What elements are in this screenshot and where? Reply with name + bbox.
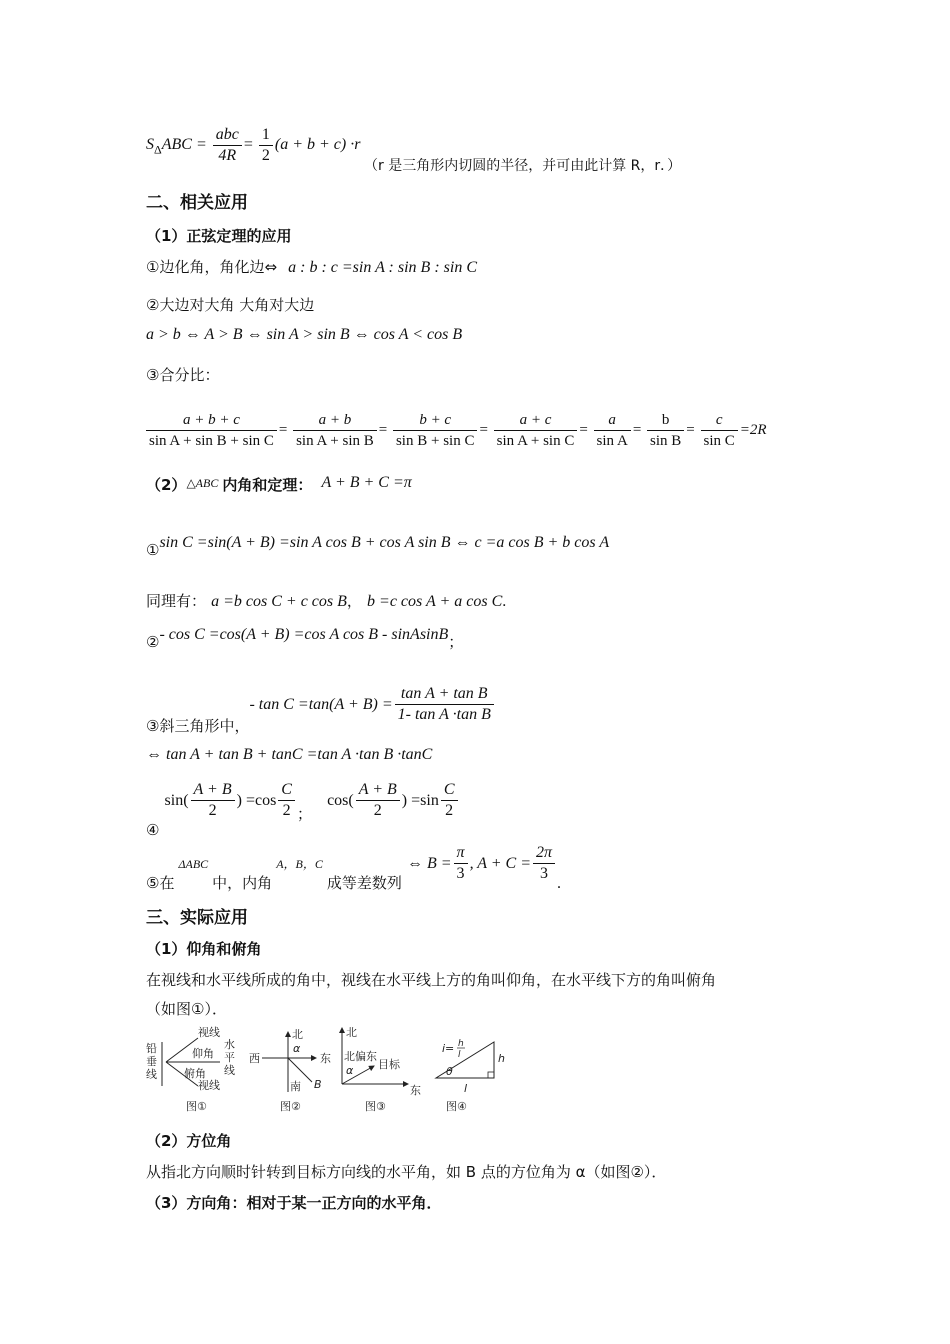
section-3-sub2: （2）方位角 <box>146 1132 232 1150</box>
corollary-4-frac-a: $\frac{A + B}{2}$ <box>191 780 235 821</box>
area-note: （r 是三角形内切圆的半径，并可由此计算 R，r．） <box>364 158 682 174</box>
sine-item-1: ①边化角，角化边⇔ a : b : c =sin A : sin B : sin C <box>146 258 477 276</box>
svg-text:视线: 视线 <box>198 1079 220 1092</box>
section-2-sub2: （2）△ABC 内角和定理： A + B + C =π <box>146 474 412 494</box>
svg-text:东: 东 <box>320 1052 331 1065</box>
corollary-4: ④ sin( $\frac{A + B}{2}$ ) =cos $\frac{C}{2}$ ； cos( $\frac{A + B}{2}$ ) =sin $\frac{C}{2}$ <box>146 780 460 839</box>
area-lhs-tail: ABC = <box>161 136 207 154</box>
svg-text:α: α <box>346 1064 354 1077</box>
corollary-5-frac-1: $\frac{\pi}{3}$ <box>454 843 468 884</box>
area-s: S <box>146 136 154 154</box>
svg-text:北: 北 <box>292 1028 303 1041</box>
figures-strip <box>140 1022 520 1118</box>
corollary-1: ①sin C =sin(A + B) =sin A cos B + cos A sin B ⇔ c =a cos B + b cos A <box>146 534 610 559</box>
ratio-chain: $\frac{a + b + c}{\text{sin A + sin B + sin C}}$ = $\frac{a + b}{\text{sin A + sin B}}$ = $\frac{b + c}{\text{sin B + sin C}}$ = $\frac{a + c}{\text{sin A + sin C}}$ = $\frac{a}{\text{sin A}}$ = $\frac{b}{\text{sin B}}$ = $\frac{c}{\text{sin C}}$ =2R <box>144 410 767 451</box>
svg-text:θ: θ <box>446 1065 453 1078</box>
corollary-4-frac-d: $\frac{C}{2}$ <box>441 780 458 821</box>
svg-text:h: h <box>498 1052 505 1065</box>
svg-text:l: l <box>464 1082 468 1095</box>
corollary-5: ⑤在ΔABC中，内角A，B，C成等差数列 ⇔ B = $\frac{\pi}{3}$ , A + C = $\frac{2\pi}{3}$ . <box>146 844 562 892</box>
svg-text:东: 东 <box>410 1084 421 1097</box>
svg-text:线: 线 <box>146 1068 157 1081</box>
corollary-3: ③斜三角形中，- tan C =tan(A + B) = $\frac{\text{tan A + tan B}}{\text{1- tan A ·tan B}}$ <box>146 684 496 736</box>
section-3-title: 三、实际应用 <box>146 908 248 928</box>
ratio-frac-7: $\frac{c}{\text{sin C}}$ <box>701 410 738 451</box>
svg-text:仰角: 仰角 <box>192 1047 214 1060</box>
figure-1 <box>146 1025 235 1113</box>
sub2-math: A + B + C =π <box>321 474 412 491</box>
section-3-sub2-desc: 从指北方向顺时针转到目标方向线的水平角，如 B 点的方位角为 α（如图②）． <box>146 1163 667 1181</box>
corollary-5-frac-2: $\frac{2\pi}{3}$ <box>533 843 555 884</box>
area-s-sub: Δ <box>154 142 162 157</box>
figure-2 <box>249 1028 331 1113</box>
figure-4 <box>436 1039 505 1113</box>
fig4-caption: 图④ <box>446 1100 467 1113</box>
fig2-caption: 图② <box>280 1100 301 1113</box>
svg-text:南: 南 <box>290 1080 301 1093</box>
corollary-1b: 同理有： a =b cos C + c cos B， b =c cos A + a cos C. <box>146 592 507 610</box>
svg-text:h: h <box>458 1039 464 1049</box>
section-3-sub1: （1）仰角和俯角 <box>146 940 262 958</box>
sine-item-2-math: a > b ⇔ A > B ⇔ sin A > sin B ⇔ cos A < cos B <box>146 326 463 343</box>
svg-text:铅: 铅 <box>146 1042 157 1055</box>
ratio-frac-4: $\frac{a + c}{\text{sin A + sin C}}$ <box>494 410 578 451</box>
svg-text:i=: i= <box>442 1042 455 1055</box>
svg-text:平: 平 <box>224 1051 235 1064</box>
figure-3 <box>342 1026 421 1113</box>
svg-text:α: α <box>293 1042 301 1055</box>
svg-text:俯角: 俯角 <box>184 1067 206 1080</box>
svg-text:视线: 视线 <box>198 1026 220 1039</box>
sine-item-3: ③合分比： <box>146 366 220 384</box>
svg-text:北: 北 <box>346 1026 357 1039</box>
area-frac-2: $\frac{1}{2}$ <box>259 125 273 166</box>
corollary-3b-math: ⇔ tan A + tan B + tanC =tan A ·tan B ·tanC <box>146 746 433 763</box>
section-2-title: 二、相关应用 <box>146 193 248 213</box>
svg-text:l: l <box>458 1050 461 1060</box>
corollary-2: ②- cos C =cos(A + B) =cos A cos B - sinAsinB； <box>146 626 464 651</box>
fig3-caption: 图③ <box>365 1100 386 1113</box>
svg-text:线: 线 <box>224 1064 235 1077</box>
area-frac-1: $\frac{\text{abc}}{4R}$ <box>213 125 242 166</box>
area-tail: (a + b + c) ·r <box>274 136 361 154</box>
svg-text:垂: 垂 <box>146 1055 157 1068</box>
ratio-frac-2: $\frac{a + b}{\text{sin A + sin B}}$ <box>293 410 377 451</box>
corollary-4-frac-b: $\frac{C}{2}$ <box>278 780 295 821</box>
svg-text:水: 水 <box>224 1038 235 1051</box>
section-3-desc-2: （如图①）． <box>146 1000 227 1018</box>
sine-item-1-math: a : b : c =sin A : sin B : sin C <box>288 259 477 276</box>
svg-text:西: 西 <box>249 1052 260 1065</box>
section-3-sub3: （3）方向角：相对于某一正方向的水平角． <box>146 1194 442 1212</box>
ratio-frac-3: $\frac{b + c}{\text{sin B + sin C}}$ <box>393 410 477 451</box>
corollary-4-frac-c: $\frac{A + B}{2}$ <box>356 780 400 821</box>
sub2-triangle: △ABC <box>186 476 219 490</box>
corollary-3-frac: $\frac{\text{tan A + tan B}}{\text{1- tan A ·tan B}}$ <box>395 684 494 725</box>
svg-text:北偏东: 北偏东 <box>344 1050 377 1063</box>
area-formula: $S_\Delta ABC$ = $\frac{\text{abc}}{4R}$ = $\frac{1}{2}$ (a + b + c) ·r <box>146 126 361 164</box>
svg-text:B: B <box>314 1078 322 1091</box>
fig1-caption: 图① <box>186 1100 207 1113</box>
ratio-frac-6: $\frac{b}{\text{sin B}}$ <box>647 410 684 451</box>
sine-item-2: ②大边对大角 大角对大边 <box>146 296 315 314</box>
corollary-1b-math-1: a =b cos C + c cos B <box>211 593 347 610</box>
ratio-frac-5: $\frac{a}{\text{sin A}}$ <box>594 410 631 451</box>
corollary-3-lhs: - tan C =tan(A + B) = <box>249 696 393 713</box>
section-2-sub1: （1）正弦定理的应用 <box>146 227 292 245</box>
section-3-desc-1: 在视线和水平线所成的角中，视线在水平线上方的角叫仰角，在水平线下方的角叫俯角 <box>146 971 717 989</box>
ratio-frac-1: $\frac{a + b + c}{\text{sin A + sin B + sin C}}$ <box>146 410 277 451</box>
corollary-1-math: sin C =sin(A + B) =sin A cos B + cos A sin B ⇔ c =a cos B + b cos A <box>159 534 610 551</box>
corollary-1b-math-2: b =c cos A + a cos C <box>367 593 503 610</box>
svg-text:目标: 目标 <box>378 1058 400 1071</box>
corollary-2-math: - cos C =cos(A + B) =cos A cos B - sinAsinB <box>159 626 449 643</box>
